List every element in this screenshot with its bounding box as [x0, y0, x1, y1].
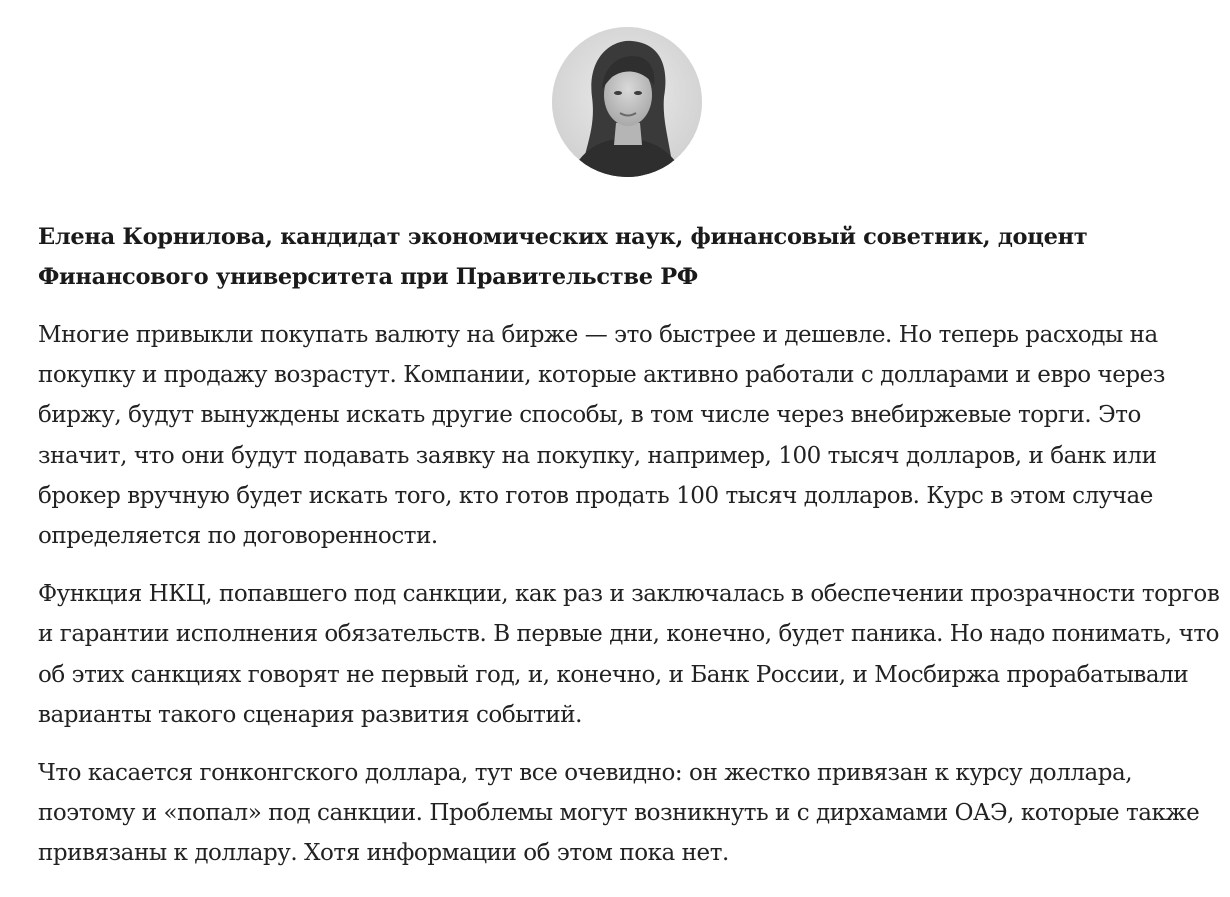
paragraph-3: Что касается гонконгского доллара, тут все очевидно: он жестко привязан к курсу доллара, поэтому и «попал» под санкции. Проблемы могут возникнуть и с дирхамами ОАЭ, которые также привязаны к доллару. Хотя информации об этом пока нет. — [38, 760, 1200, 867]
author-avatar — [552, 27, 702, 177]
paragraph-1: Многие привыкли покупать валюту на бирже — это быстрее и дешевле. Но теперь расходы на покупку и продажу возрастут. Компании, которые активно работали с долларами и евро через биржу, будут вынуждены искать другие способы, в том числе через внебиржевые торги. Это значит, что они будут подавать заявку на покупку, например, 100 тысяч долларов, и банк или брокер вручную будет искать того, кто готов продать 100 тысяч долларов. Курс в этом случае определяется по договоренности. — [38, 322, 1165, 550]
author-caption: Елена Корнилова, кандидат экономических наук, финансовый советник, доцент Финансового университета при Правительстве РФ — [38, 224, 1088, 290]
paragraph-2: Функция НКЦ, попавшего под санкции, как раз и заключалась в обеспечении прозрачности торгов и гарантии исполнения обязательств. В первые дни, конечно, будет паника. Но надо понимать, что об этих санкциях говорят не первый год, и, конечно, и Банк России, и Мосбиржа прорабатывали варианты такого сценария развития событий. — [38, 581, 1220, 728]
article-body — [38, 315, 1223, 892]
portrait-image — [552, 27, 702, 177]
